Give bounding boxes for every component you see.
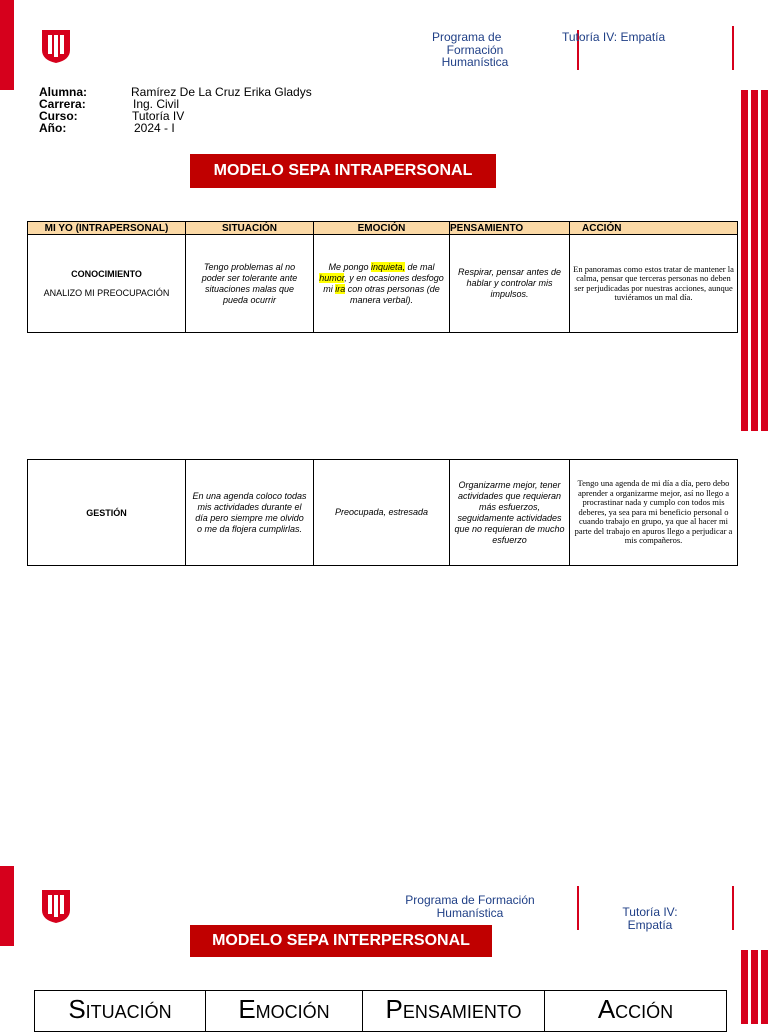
student-label: Alumna:: [39, 85, 87, 99]
career-value: Ing. Civil: [133, 97, 180, 111]
career-label: Carrera:: [39, 97, 86, 111]
row-title: CONOCIMIENTO: [71, 269, 142, 279]
program-line-2: Formación: [446, 42, 504, 57]
student-name: Ramírez De La Cruz Erika Gladys: [131, 85, 312, 99]
program-line-3: Humanística: [441, 55, 509, 69]
col-header-emocion: EMOCIÓN: [314, 222, 450, 235]
header-divider-right: [732, 886, 734, 930]
program-name: [420, 31, 530, 69]
col-header-emocion: [206, 991, 363, 1032]
course-title: Tutoría IV: Empatía: [562, 30, 666, 44]
interpersonal-table: [34, 990, 727, 1032]
col-header-mi-yo: MI YO (INTRAPERSONAL): [28, 222, 186, 235]
course-line-1: Tutoría IV:: [622, 905, 678, 919]
emocion-text: , y en ocasiones desfogo mi: [323, 272, 444, 294]
header-cap: S: [68, 994, 86, 1024]
intrapersonal-table: [27, 221, 738, 333]
emocion-cell: Preocupada, estresada: [314, 460, 450, 566]
year-value: 2024 - I: [134, 121, 175, 135]
university-logo-icon: [40, 888, 72, 924]
course-value: Tutoría IV: [132, 109, 185, 123]
emocion-text: Me pongo: [328, 261, 371, 272]
course-label: Curso:: [39, 109, 78, 123]
row-subtitle: ANALIZO MI PREOCUPACIÓN: [43, 288, 170, 298]
program-line-1: Programa de: [432, 30, 502, 44]
pensamiento-cell: Respirar, pensar antes de hablar y controlar mis impulsos.: [450, 235, 570, 333]
program-line-1: Programa de Formación: [405, 893, 535, 907]
interpersonal-banner: MODELO SEPA INTERPERSONAL: [190, 925, 492, 957]
pensamiento-cell: Organizarme mejor, tener actividades que requieran más esfuerzos, seguidamente actividades que no requieran de mucho esfuerzo: [450, 460, 570, 566]
university-logo-icon: [40, 28, 72, 64]
table-row: [28, 460, 738, 566]
header-rest: ITUACIÓN: [85, 1002, 172, 1022]
header-cap: E: [238, 994, 256, 1024]
year-label: Año:: [39, 121, 67, 135]
course-line-2: Empatía: [627, 917, 673, 932]
header-rest: MOCIÓN: [255, 1002, 330, 1022]
row-title-cell: [28, 235, 186, 333]
header-rest: CCIÓN: [615, 1002, 674, 1022]
program-line-2: Humanística: [436, 905, 504, 920]
table-row: [28, 235, 738, 333]
header-cap: A: [597, 994, 616, 1024]
page1-left-accent: [0, 0, 14, 90]
col-header-pensamiento: [363, 991, 545, 1032]
page2-left-accent: [0, 866, 14, 946]
page2-right-stripes: [741, 950, 768, 1024]
situacion-cell: Tengo problemas al no poder ser tolerante ante situaciones malas que pueda ocurrir: [186, 235, 314, 333]
col-header-accion: [545, 991, 727, 1032]
situacion-cell: En una agenda coloco todas mis actividades durante el día pero siempre me olvido o me da flojera cumplirlas.: [186, 460, 314, 566]
header-divider: [577, 886, 579, 930]
header-divider-right: [732, 26, 734, 70]
col-header-situacion: SITUACIÓN: [186, 222, 314, 235]
gestion-table: [27, 459, 738, 566]
col-header-situacion: [35, 991, 206, 1032]
emocion-highlight: humor: [319, 272, 345, 283]
table-header-row: [35, 991, 727, 1032]
emocion-cell: [314, 235, 450, 333]
col-header-pensamiento: PENSAMIENTO: [450, 222, 570, 235]
col-header-accion: ACCIÓN: [570, 222, 738, 235]
page1-right-stripes: [741, 90, 768, 431]
accion-cell: En panoramas como estos tratar de mantener la calma, pensar que terceras personas no deben ser perjudicadas por nuestras acciones, aunque tuviéramos un mal día.: [570, 235, 738, 333]
intrapersonal-banner: MODELO SEPA INTRAPERSONAL: [190, 154, 496, 188]
gestion-title-cell: GESTIÓN: [28, 460, 186, 566]
table-header-row: [28, 222, 738, 235]
course-title-page2: [600, 906, 700, 931]
emocion-text: con otras personas (de manera verbal).: [345, 283, 440, 305]
program-name-page2: [400, 894, 540, 919]
emocion-text: de mal: [405, 261, 435, 272]
emocion-highlight: inquieta,: [370, 261, 406, 272]
accion-cell: Tengo una agenda de mi día a día, pero debo aprender a organizarme mejor, así no llego a procrastinar nada y cumplo con todos mis deberes, ya sea para mi beneficio personal o cuando trabajo en grupo, ya que al hacer mi parte del trabajo en apuros llego a perjudicar a mis compañeros.: [570, 460, 738, 566]
header-cap: P: [385, 994, 403, 1024]
emocion-highlight: ira: [335, 283, 346, 294]
header-rest: ENSAMIENTO: [402, 1002, 522, 1022]
